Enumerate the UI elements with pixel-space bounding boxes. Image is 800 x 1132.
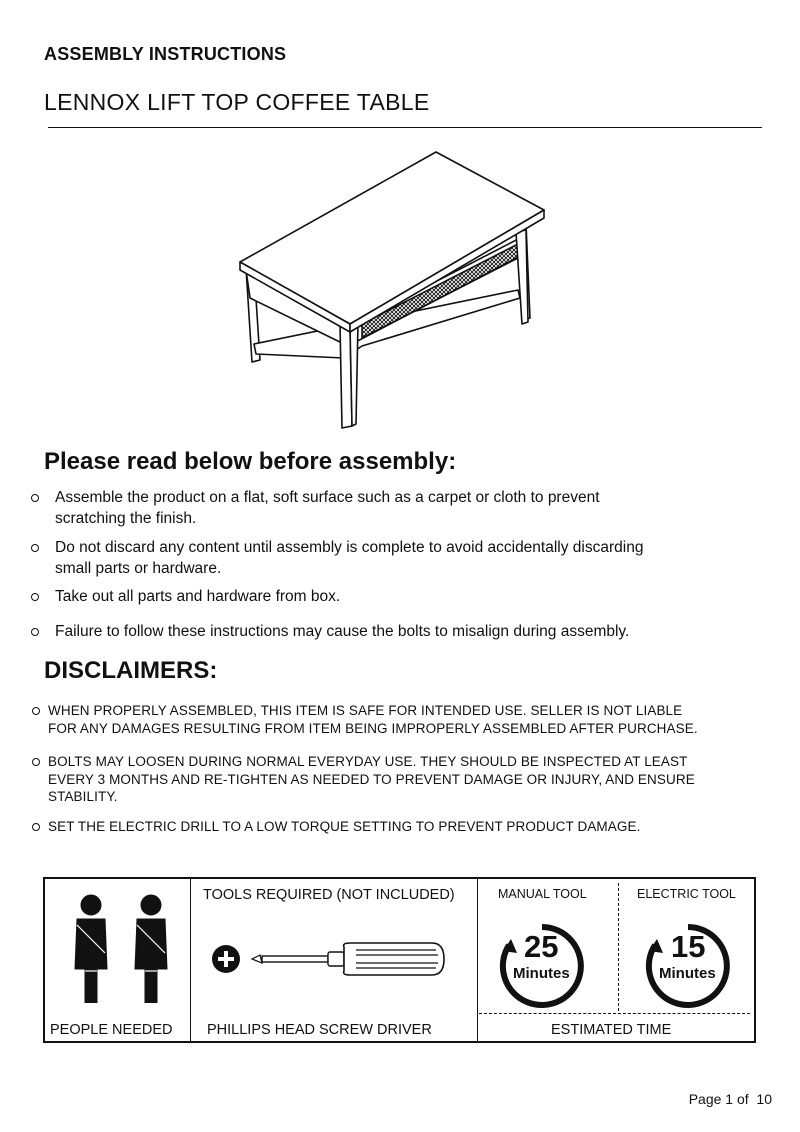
read-before-heading: Please read below before assembly: xyxy=(44,448,457,475)
estimated-time-label: ESTIMATED TIME xyxy=(551,1022,672,1038)
read-item-4: Failure to follow these instructions may cause the bolts to misalign during assembly. xyxy=(55,623,630,640)
electric-minutes-unit: Minutes xyxy=(659,965,716,982)
bullet-icon xyxy=(32,758,40,766)
time-divider xyxy=(618,883,619,1011)
bullet-icon xyxy=(32,707,40,715)
disclaimer-1-line-2: FOR ANY DAMAGES RESULTING FROM ITEM BEING IMPROPERLY ASSEMBLED AFTER PURCHASE. xyxy=(48,720,698,736)
assembly-info-table xyxy=(43,877,756,1043)
bullet-icon xyxy=(31,628,39,636)
disclaimer-1 xyxy=(48,702,698,737)
disclaimer-1-line-1: WHEN PROPERLY ASSEMBLED, THIS ITEM IS SAFE FOR INTENDED USE. SELLER IS NOT LIABLE xyxy=(48,703,683,718)
manual-minutes-unit: Minutes xyxy=(513,965,570,982)
read-item-1-line-2: scratching the finish. xyxy=(55,510,197,527)
bullet-icon xyxy=(31,544,39,552)
bullet-icon xyxy=(32,823,40,831)
disclaimer-2-line-3: STABILITY. xyxy=(48,789,118,804)
read-item-2-line-1: Do not discard any content until assembly is complete to avoid accidentally discarding xyxy=(55,539,644,556)
bullet-icon xyxy=(31,593,39,601)
electric-minutes-value: 15 xyxy=(671,929,706,964)
section-heading: ASSEMBLY INSTRUCTIONS xyxy=(44,44,287,64)
read-item-2 xyxy=(55,537,643,579)
read-item-3: Take out all parts and hardware from box. xyxy=(55,588,341,605)
people-needed-label: PEOPLE NEEDED xyxy=(50,1022,173,1038)
disclaimer-2-line-2: EVERY 3 MONTHS AND RE-TIGHTEN AS NEEDED TO PREVENT DAMAGE OR INJURY, AND ENSURE xyxy=(48,771,695,787)
electric-tool-label: ELECTRIC TOOL xyxy=(637,887,736,901)
person-icon xyxy=(133,891,183,1003)
page-number: Page 1 of 10 xyxy=(688,1091,772,1107)
title-divider xyxy=(48,127,762,128)
tool-name-label: PHILLIPS HEAD SCREW DRIVER xyxy=(207,1022,432,1038)
product-title: LENNOX LIFT TOP COFFEE TABLE xyxy=(44,89,430,115)
read-item-1-line-1: Assemble the product on a flat, soft surface such as a carpet or cloth to prevent xyxy=(55,489,600,506)
manual-tool-label: MANUAL TOOL xyxy=(498,887,587,901)
coffee-table-illustration xyxy=(228,148,558,433)
manual-minutes-value: 25 xyxy=(524,929,559,964)
disclaimer-3: SET THE ELECTRIC DRILL TO A LOW TORQUE SETTING TO PREVENT PRODUCT DAMAGE. xyxy=(48,819,641,834)
disclaimers-heading: DISCLAIMERS: xyxy=(44,657,218,684)
table-divider xyxy=(190,879,191,1041)
bullet-icon xyxy=(31,494,39,502)
tools-required-heading: TOOLS REQUIRED (NOT INCLUDED) xyxy=(203,887,455,903)
disclaimer-2-line-1: BOLTS MAY LOOSEN DURING NORMAL EVERYDAY USE. THEY SHOULD BE INSPECTED AT LEAST xyxy=(48,754,688,769)
disclaimer-2 xyxy=(48,753,695,806)
read-item-2-line-2: small parts or hardware. xyxy=(55,560,222,577)
table-divider xyxy=(477,879,478,1041)
read-item-1 xyxy=(55,487,600,529)
phillips-screwdriver-icon xyxy=(210,941,446,977)
time-label-divider xyxy=(479,1013,750,1014)
